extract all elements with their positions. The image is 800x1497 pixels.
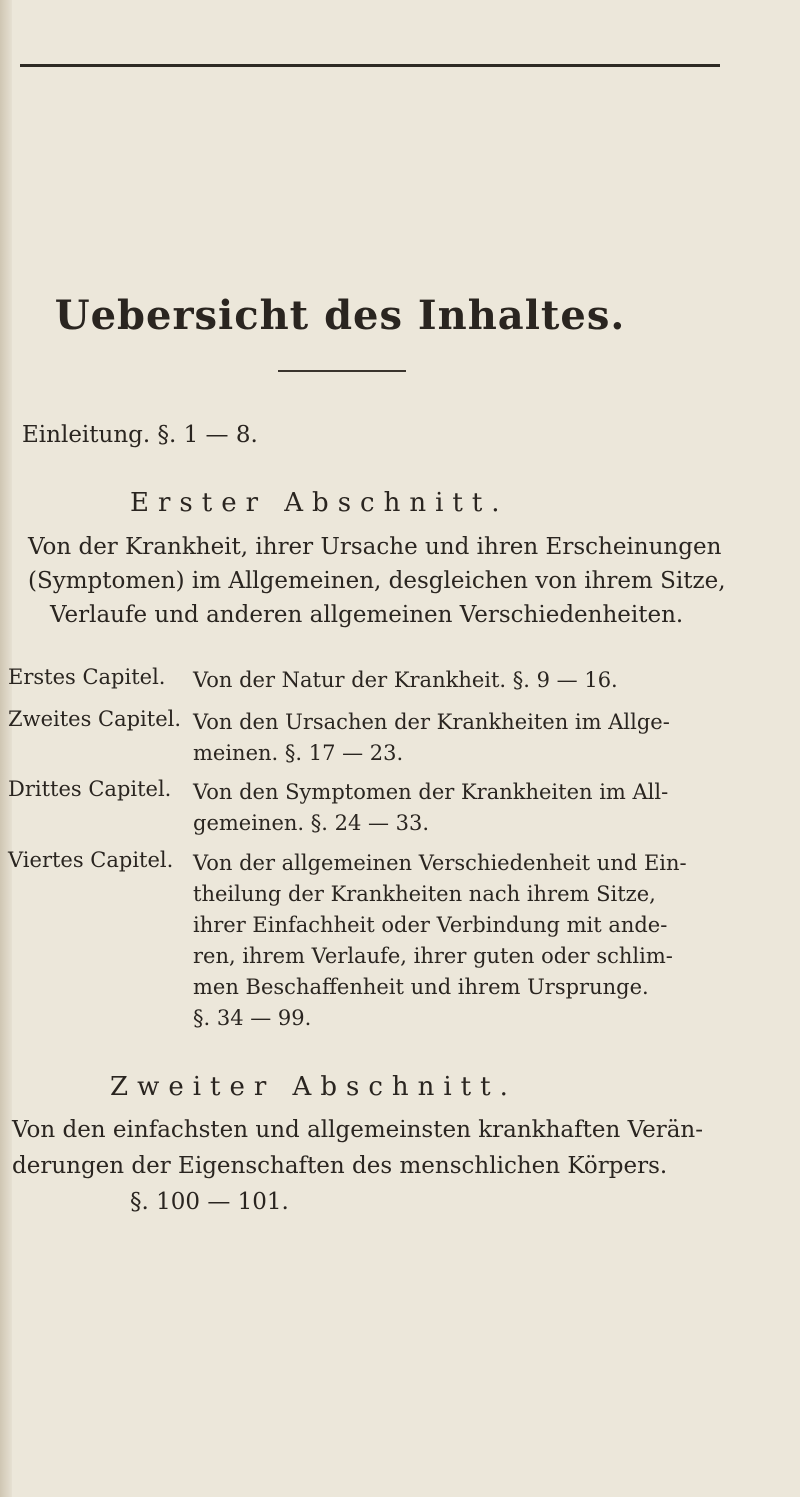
chapter-3-label: Drittes Capitel.	[8, 777, 172, 801]
chapter-2-line: Von den Ursachen der Krankheiten im Allge-	[193, 710, 670, 734]
section1-title: Erster Abschnitt.	[130, 488, 509, 518]
chapter-4-line: Von der allgemeinen Verschiedenheit und Ein-	[193, 851, 687, 875]
heading-rule	[278, 370, 406, 372]
section2-desc-line: derungen der Eigenschaften des menschlichen Körpers.	[12, 1153, 668, 1179]
chapter-4-text	[193, 848, 687, 1034]
page-heading: Uebersicht des Inhaltes.	[54, 292, 626, 339]
chapter-4-line: men Beschaffenheit und ihrem Ursprunge.	[193, 975, 649, 999]
section2-desc-line: Von den einfachsten und allgemeinsten krankhaften Verän-	[12, 1117, 704, 1143]
chapter-4-line: ren, ihrem Verlaufe, ihrer guten oder schlim-	[193, 944, 673, 968]
chapter-1-line: Von der Natur der Krankheit. §. 9 — 16.	[193, 668, 618, 692]
page-edge	[0, 0, 12, 1497]
section2-description	[12, 1112, 703, 1220]
chapter-2-label: Zweites Capitel.	[8, 707, 182, 731]
chapter-3-line: gemeinen. §. 24 — 33.	[193, 811, 430, 835]
chapter-3-line: Von den Symptomen der Krankheiten im All-	[193, 780, 669, 804]
top-rule	[20, 64, 720, 67]
section1-desc-line: (Symptomen) im Allgemeinen, desgleichen von ihrem Sitze,	[28, 568, 726, 594]
section1-desc-line: Von der Krankheit, ihrer Ursache und ihren Erscheinungen	[28, 534, 722, 560]
chapter-4-line: §. 34 — 99.	[193, 1006, 312, 1030]
chapter-4-label: Viertes Capitel.	[8, 848, 174, 872]
section1-desc-line: Verlaufe und anderen allgemeinen Verschiedenheiten.	[50, 602, 684, 628]
section2-title: Zweiter Abschnitt.	[110, 1072, 517, 1102]
section1-description	[28, 530, 726, 632]
chapter-2-line: meinen. §. 17 — 23.	[193, 741, 404, 765]
chapter-1-label: Erstes Capitel.	[8, 665, 166, 689]
section2-desc-line: §. 100 — 101.	[130, 1189, 289, 1215]
chapter-4-line: ihrer Einfachheit oder Verbindung mit ande-	[193, 913, 668, 937]
chapter-3-text	[193, 777, 668, 839]
chapter-4-line: theilung der Krankheiten nach ihrem Sitze,	[193, 882, 656, 906]
chapter-2-text	[193, 707, 670, 769]
intro-line: Einleitung. §. 1 — 8.	[22, 422, 258, 448]
chapter-1-text	[193, 665, 618, 696]
